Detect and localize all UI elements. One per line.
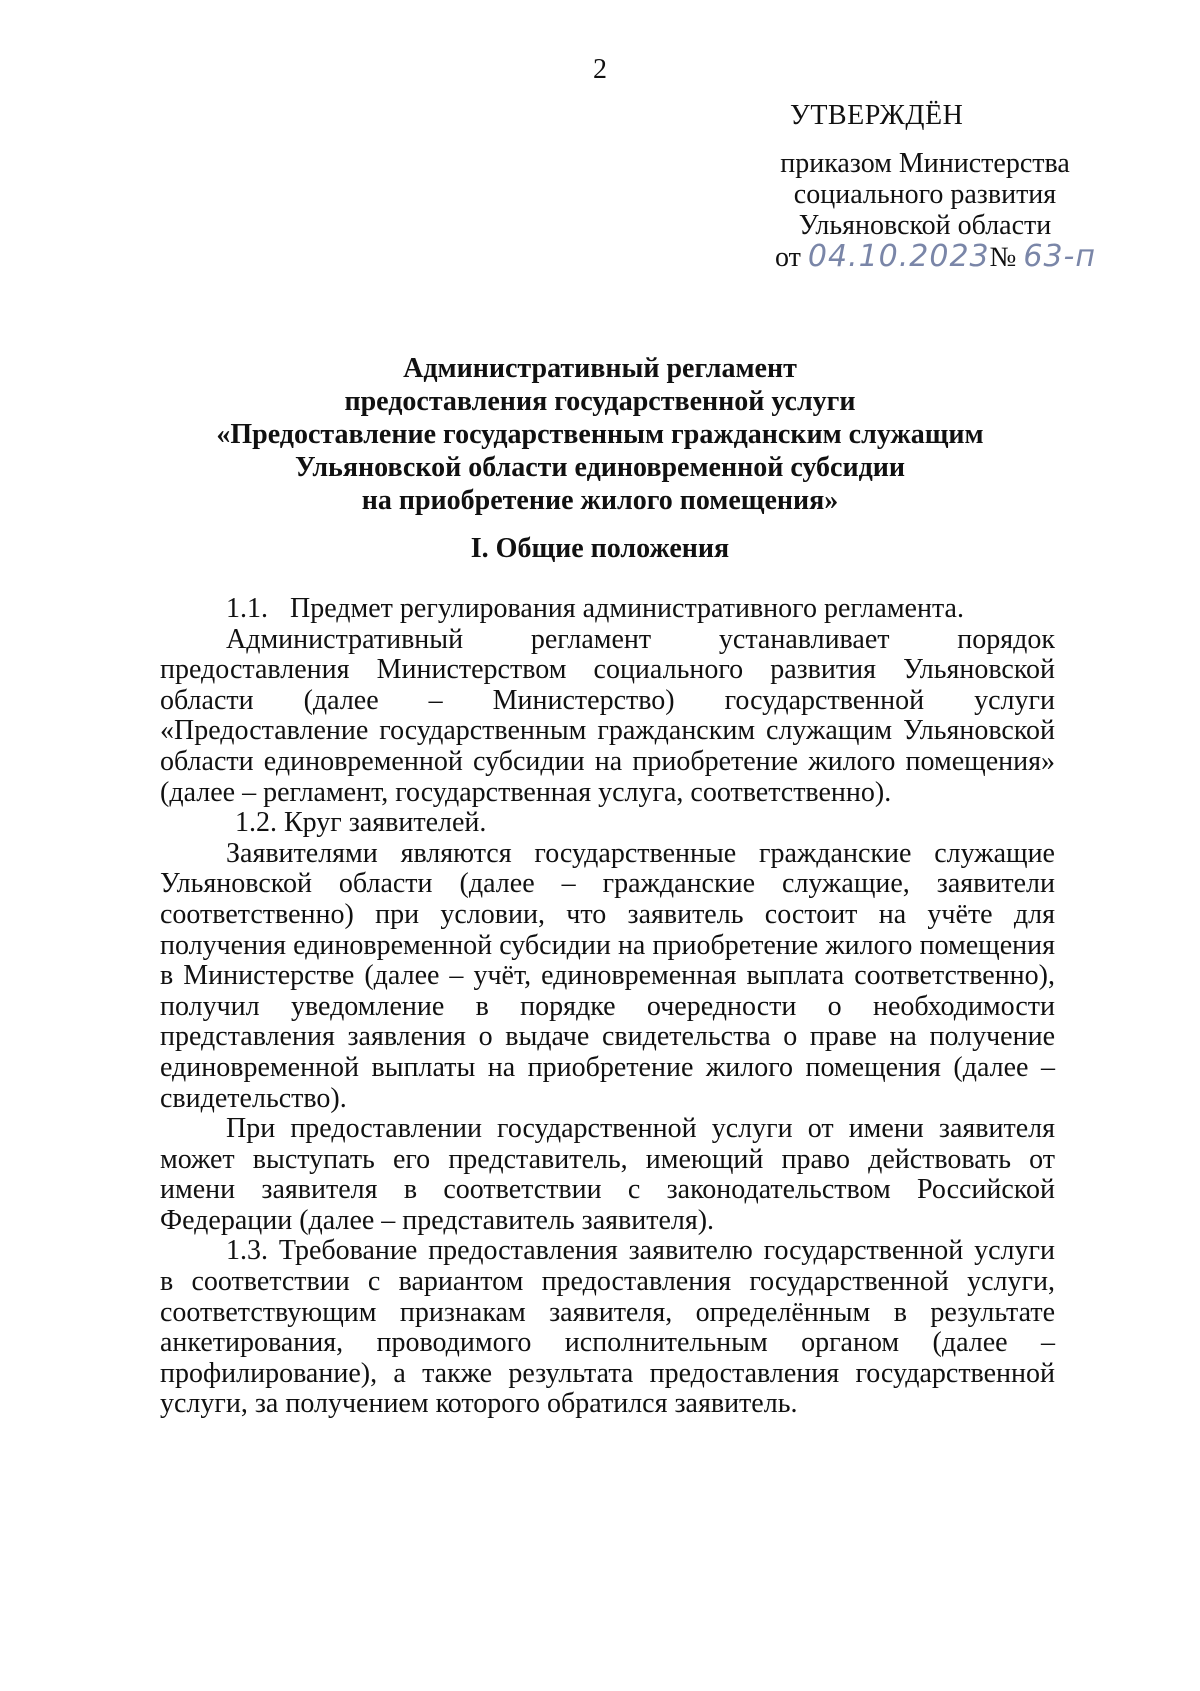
- title-line: на приобретение жилого помещения»: [361, 485, 839, 516]
- clause-number: 1.2.: [235, 807, 277, 839]
- approval-line: Ульяновской области: [798, 210, 1052, 241]
- clause-1-1-text: Административный регламент устанавливает порядок предоставления Министерством социального развития Ульяновской области (далее – Министерство) государственной услуги «Предоставление государственным гражданским служащим Ульяновской области единовременной субсидии на приобретение жилого помещения» (далее – регламент, государственная услуга, соответственно).: [160, 623, 1055, 808]
- page-number: 2: [593, 54, 607, 85]
- section-heading: I. Общие положения: [470, 533, 730, 564]
- approval-line: приказом Министерства: [780, 148, 1070, 179]
- clause-number: 1.1.: [226, 593, 268, 624]
- approval-stamp-heading: УТВЕРЖДЁН: [790, 100, 964, 131]
- title-line: Административный регламент: [403, 353, 797, 384]
- approval-order-block: [735, 148, 1115, 273]
- handwritten-date: 04.10.2023: [807, 239, 990, 274]
- clause-number: 1.3.: [226, 1235, 268, 1267]
- date-prefix: от: [775, 242, 801, 273]
- clause-title: Предмет регулирования административного регламента.: [290, 593, 964, 624]
- clause-title: Круг заявителей.: [284, 807, 487, 839]
- clause-1-3-text: [160, 1236, 1055, 1420]
- clause-1-2-representative: При предоставлении государственной услуги от имени заявителя может выступать его представитель, имеющий право действовать от имени заявителя в соответствии с законодательством Российской Федерации (далее – представитель заявителя).: [160, 1113, 1055, 1236]
- approval-date-line: [735, 241, 1115, 273]
- title-line: Ульяновской области единовременной субсидии: [294, 452, 906, 483]
- number-sign: №: [989, 242, 1017, 273]
- clause-1-2-text: Заявителями являются государственные гражданские служащие Ульяновской области (далее – гражданские служащие, заявители соответственно) при условии, что заявитель состоит на учёте для получения единовременной субсидии на приобретение жилого помещения в Министерстве (далее – учёт, единовременная выплата соответственно), получил уведомление в порядке очередности о необходимости представления заявления о выдаче свидетельства о праве на получение единовременной выплаты на приобретение жилого помещения (далее – свидетельство).: [160, 837, 1055, 1114]
- approval-line: социального развития: [793, 179, 1057, 210]
- handwritten-order-number: 63-п: [1023, 239, 1096, 274]
- clause-1-2-heading: [160, 808, 1055, 839]
- title-line: «Предоставление государственным гражданским служащим: [216, 419, 984, 450]
- clause-1-1-heading: [160, 594, 1055, 625]
- title-line: предоставления государственной услуги: [344, 386, 856, 417]
- clause-body: Требование предоставления заявителю государственной услуги в соответствии с вариантом предоставления государственной услуги, соответствующим признакам заявителя, определённым в результате анкетирования, проводимого исполнительным органом (далее – профилирование), а также результата предоставления государственной услуги, за получением которого обратился заявитель.: [160, 1235, 1055, 1420]
- document-title: [0, 352, 1200, 517]
- document-body: [160, 594, 1055, 1420]
